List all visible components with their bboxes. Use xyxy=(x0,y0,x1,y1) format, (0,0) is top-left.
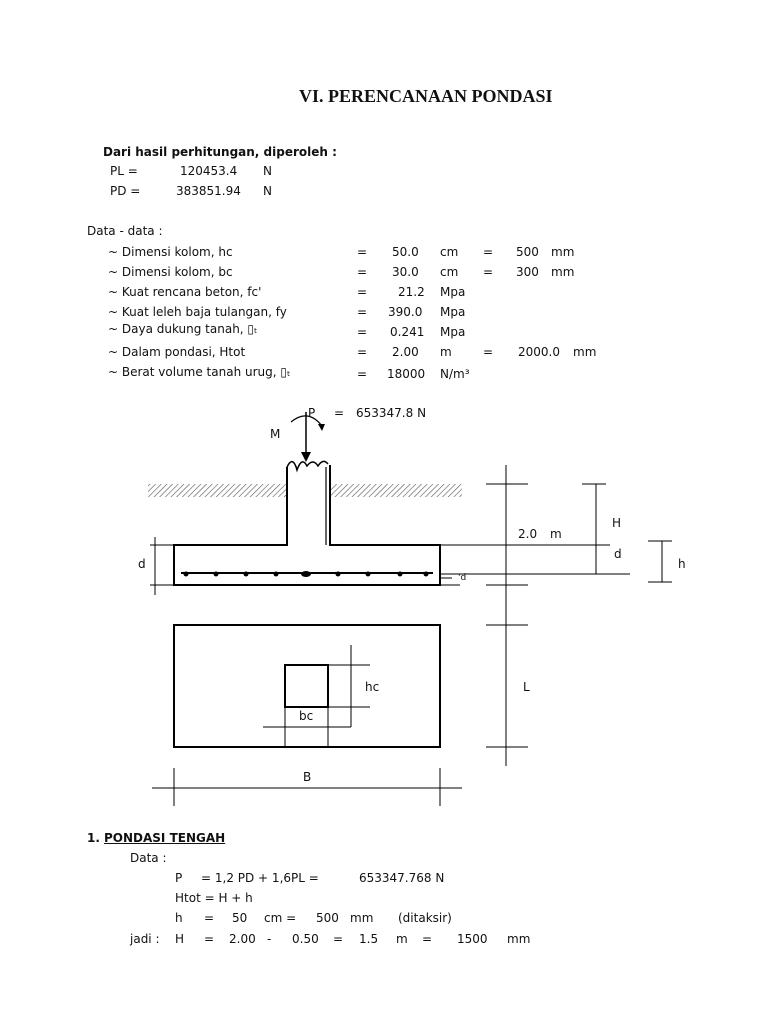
load-eq: = xyxy=(334,406,345,420)
data-row-unit: m xyxy=(440,345,452,359)
bc-label: bc xyxy=(299,709,314,723)
h-small-label: h xyxy=(678,557,686,571)
jadi-eq3: = xyxy=(422,932,433,946)
footing-plan xyxy=(174,625,440,747)
jadi-result-mm: 1500 xyxy=(457,932,488,946)
data-row-unit2: mm xyxy=(551,245,575,259)
p-formula: = 1,2 PD + 1,6PL = xyxy=(201,871,319,885)
h-label: H xyxy=(612,516,622,530)
data-row-unit: Mpa xyxy=(440,285,466,299)
pd-unit: N xyxy=(263,184,272,198)
page-title: VI. PERENCANAAN PONDASI xyxy=(299,86,553,106)
data-row-label: ~ Dimensi kolom, bc xyxy=(108,265,233,279)
pl-unit: N xyxy=(263,164,272,178)
soil-hatch-right xyxy=(330,484,462,497)
h-unit-mm: mm xyxy=(350,911,374,925)
section-title: PONDASI TENGAH xyxy=(104,831,226,845)
data-row-unit2: mm xyxy=(551,265,575,279)
data-row-value: 21.2 xyxy=(398,285,425,299)
data-row-eq: = xyxy=(357,285,368,299)
data-row-unit2: mm xyxy=(573,345,597,359)
data-row-eq2: = xyxy=(483,345,494,359)
data-row-label: ~ Daya dukung tanah, ▯ₜ xyxy=(108,322,258,336)
section-number: 1. xyxy=(87,831,100,845)
data-row-label: ~ Dimensi kolom, hc xyxy=(108,245,233,259)
jadi-eq2: = xyxy=(333,932,344,946)
jadi-h: H xyxy=(175,932,185,946)
load-label: P xyxy=(308,406,316,420)
pl-value: 120453.4 xyxy=(180,164,238,178)
load-value: 653347.8 N xyxy=(356,406,427,420)
column-plan xyxy=(285,665,328,707)
h-unit-cm: cm = xyxy=(264,911,297,925)
pd-label: PD = xyxy=(110,184,141,198)
data-row-unit: Mpa xyxy=(440,305,466,319)
data-row-eq: = xyxy=(357,265,368,279)
data-row-label: ~ Dalam pondasi, Htot xyxy=(108,345,246,359)
jadi-unit-mm: mm xyxy=(507,932,531,946)
data-heading: Data - data : xyxy=(87,224,163,238)
p-result: 653347.768 N xyxy=(359,871,445,885)
l-label: L xyxy=(523,680,530,694)
data-row-eq: = xyxy=(357,305,368,319)
data-row-value2: 300 xyxy=(516,265,539,279)
section-data-label: Data : xyxy=(130,851,167,865)
htot-formula: Htot = H + h xyxy=(175,891,253,905)
d-left-label: d xyxy=(138,557,146,571)
data-row-value: 2.00 xyxy=(392,345,419,359)
jadi-unit-m: m xyxy=(396,932,408,946)
jadi-label: jadi : xyxy=(130,932,160,946)
data-row-value: 50.0 xyxy=(392,245,419,259)
jadi-htot: 2.00 xyxy=(229,932,256,946)
jadi-minus: - xyxy=(267,932,272,946)
data-row-value: 30.0 xyxy=(392,265,419,279)
d-label: d xyxy=(614,547,622,561)
data-row-eq2: = xyxy=(483,245,494,259)
h-eq: = xyxy=(204,911,215,925)
hc-label: hc xyxy=(365,680,380,694)
footing-section xyxy=(174,465,440,585)
soil-hatch-left xyxy=(148,484,286,497)
data-row-unit: N/m³ xyxy=(440,367,470,381)
d-cover-label: 'd xyxy=(458,573,467,583)
data-row-unit: cm xyxy=(440,245,459,259)
data-row-value2: 2000.0 xyxy=(518,345,560,359)
jadi-h-small: 0.50 xyxy=(292,932,319,946)
data-row-unit: Mpa xyxy=(440,325,466,339)
data-row-label: ~ Kuat leleh baja tulangan, fy xyxy=(108,305,287,319)
jadi-eq1: = xyxy=(204,932,215,946)
h-value-cm: 50 xyxy=(232,911,248,925)
results-heading: Dari hasil perhitungan, diperoleh : xyxy=(103,145,337,159)
data-row-unit: cm xyxy=(440,265,459,279)
data-row-eq2: = xyxy=(483,265,494,279)
data-row-value: 0.241 xyxy=(390,325,425,339)
jadi-result-m: 1.5 xyxy=(359,932,379,946)
data-row-value: 390.0 xyxy=(388,305,423,319)
data-row-eq: = xyxy=(357,367,368,381)
depth-value: 2.0 xyxy=(518,527,538,541)
data-row-label: ~ Berat volume tanah urug, ▯ₜ xyxy=(108,365,291,379)
data-row-eq: = xyxy=(357,245,368,259)
data-row-value2: 500 xyxy=(516,245,539,259)
pd-value: 383851.94 xyxy=(176,184,241,198)
data-row-value: 18000 xyxy=(387,367,426,381)
data-row-eq: = xyxy=(357,325,368,339)
h-value-mm: 500 xyxy=(316,911,339,925)
depth-unit: m xyxy=(550,527,562,541)
h-note: (ditaksir) xyxy=(398,911,452,925)
data-row-eq: = xyxy=(357,345,368,359)
pl-label: PL = xyxy=(110,164,138,178)
h-symbol: h xyxy=(175,911,183,925)
column-break xyxy=(287,461,328,470)
b-label: B xyxy=(303,770,312,784)
p-symbol: P xyxy=(175,871,183,885)
data-row-label: ~ Kuat rencana beton, fc' xyxy=(108,285,262,299)
moment-label: M xyxy=(270,427,281,441)
